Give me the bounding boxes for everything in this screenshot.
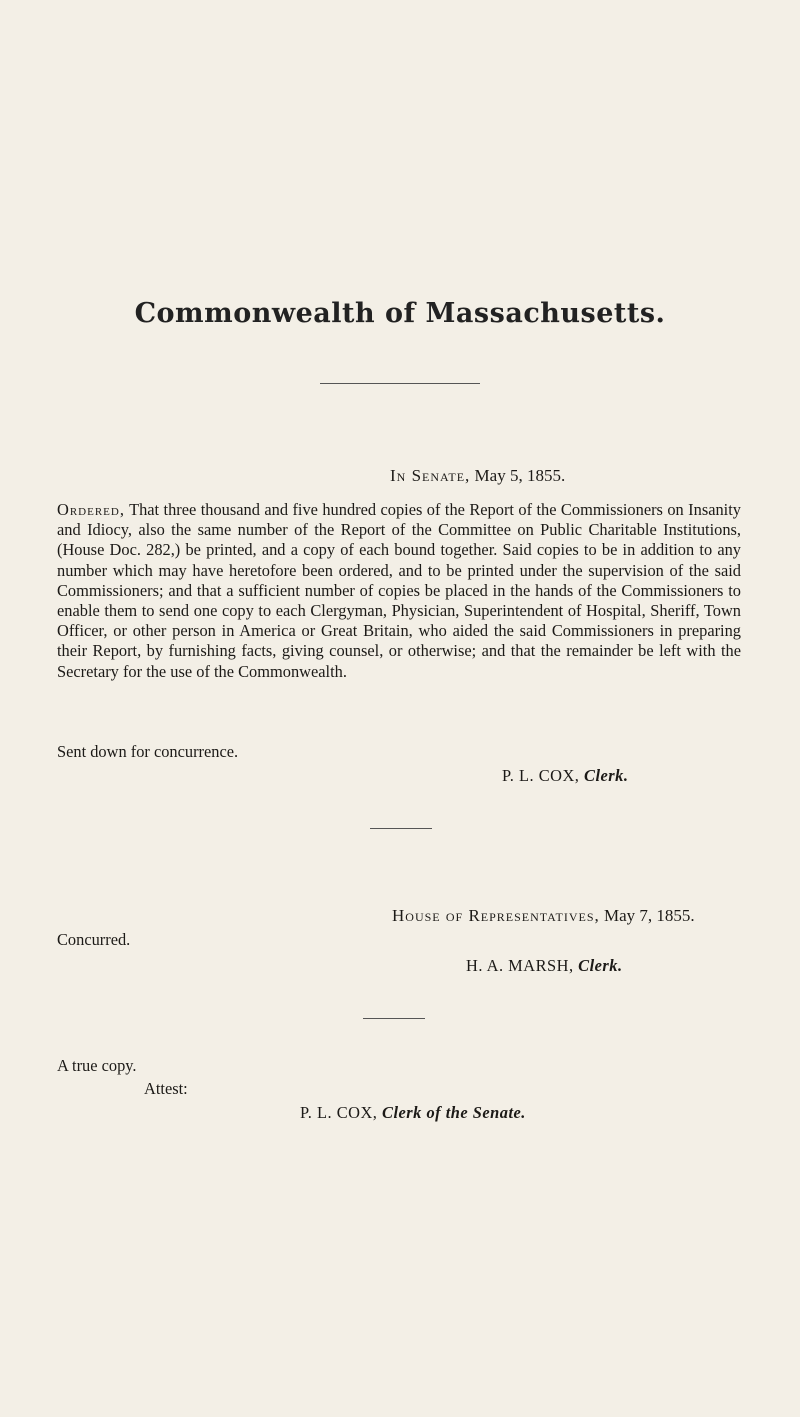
senate-clerk-name: P. L. COX,: [502, 766, 580, 785]
senate-dateline-house: In Senate,: [390, 466, 471, 485]
divider-rule: [363, 1018, 425, 1019]
attestation-signature: [300, 1103, 526, 1123]
house-clerk-signature: [466, 956, 623, 976]
concurred-note: Concurred.: [57, 930, 131, 949]
house-dateline-date: May 7, 1855.: [604, 906, 695, 925]
divider-rule: [320, 383, 480, 384]
house-dateline-house: House of Representatives,: [392, 906, 600, 925]
order-text: That three thousand and five hundred copies of the Report of the Commissioners on Insanity and Idiocy, also the same number of the Report of the Committee on Public Charitable Institutions, (House Doc. 282,) be printed, and a copy of each bound together. Said copies to be in addition to any number which may have heretofore been ordered, and to be printed under the supervision of the said Commissioners; and that a sufficient number of copies be placed in the hands of the Commissioners to enable them to send one copy to each Clergyman, Physician, Superintendent of Hospital, Sheriff, Town Officer, or other person in America or Great Britain, who aided the said Commissioners in preparing their Report, by furnishing facts, giving counsel, or otherwise; and that the remainder be left with the Secretary for the use of the Commonwealth.: [57, 500, 741, 681]
senate-clerk-title: Clerk.: [584, 766, 629, 785]
document-heading: Commonwealth of Massachusetts.: [134, 298, 666, 329]
house-dateline: [392, 906, 695, 926]
attestation-clerk-title: Clerk of the Senate.: [382, 1103, 526, 1122]
senate-order-paragraph: [57, 500, 741, 682]
attestation-clerk-name: P. L. COX,: [300, 1103, 378, 1122]
attest-label: Attest:: [144, 1079, 188, 1098]
senate-dateline: [390, 466, 565, 486]
divider-rule: [370, 828, 432, 829]
senate-dateline-date: May 5, 1855.: [474, 466, 566, 485]
sent-down-note: Sent down for concurrence.: [57, 742, 239, 761]
house-clerk-name: H. A. MARSH,: [466, 956, 574, 975]
order-lead-word: Ordered,: [57, 500, 125, 519]
house-clerk-title: Clerk.: [578, 956, 623, 975]
senate-clerk-signature: [502, 766, 628, 786]
true-copy-note: A true copy.: [57, 1056, 137, 1075]
